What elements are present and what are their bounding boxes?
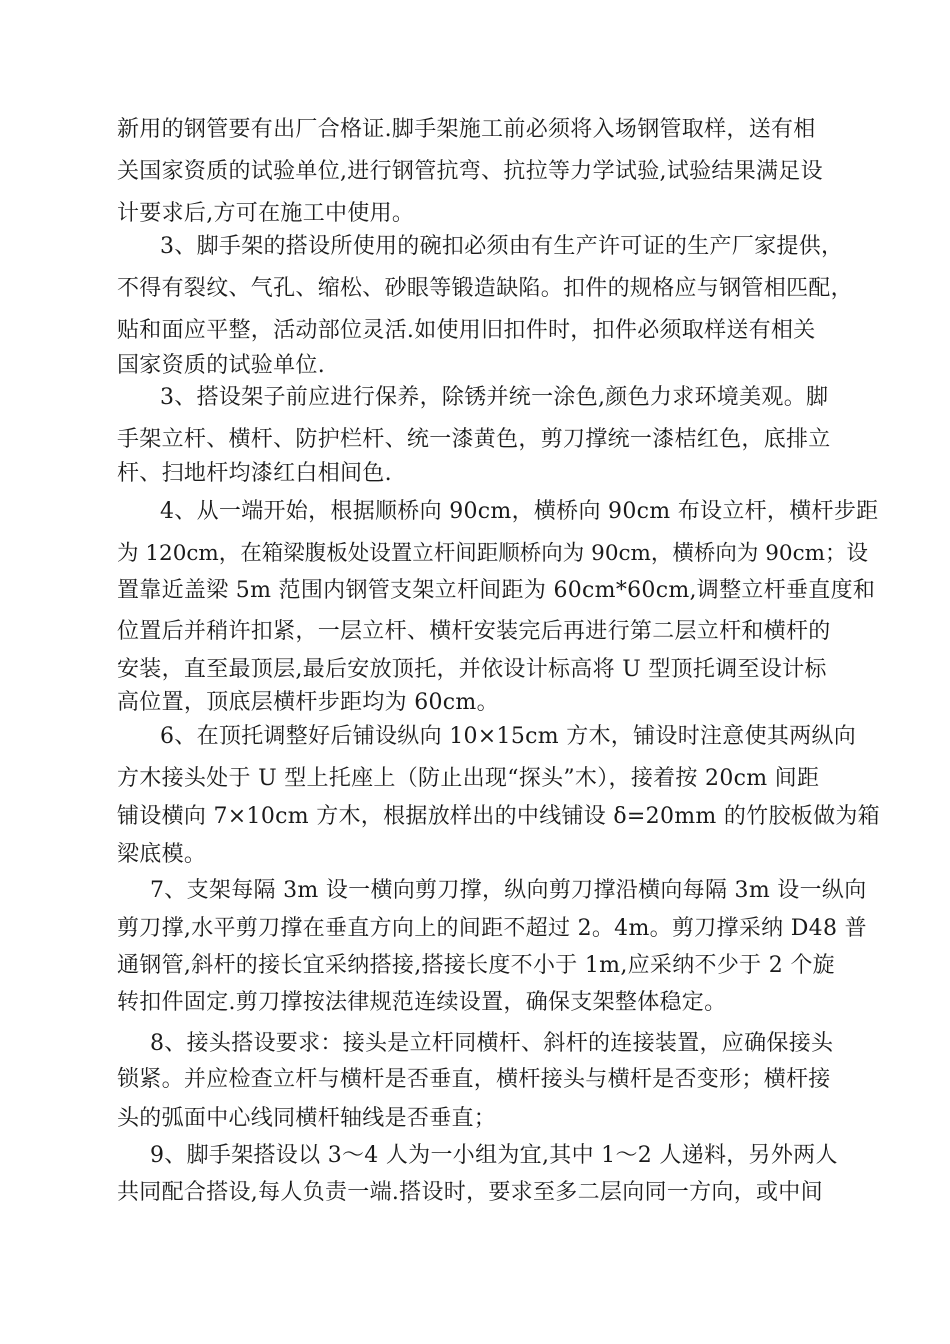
text-line: 8、接头搭设要求：接头是立杆同横杆、斜杆的连接装置，应确保接头	[150, 1031, 834, 1056]
text-line: 高位置，顶底层横杆步距均为 60cm。	[117, 690, 499, 715]
text-line: 转扣件固定.剪刀撑按法律规范连续设置，确保支架整体稳定。	[117, 990, 727, 1015]
text-line: 6、在顶托调整好后铺设纵向 10×15cm 方木，铺设时注意使其两纵向	[160, 724, 857, 749]
text-line: 铺设横向 7×10cm 方木，根据放样出的中线铺设 δ=20mm 的竹胶板做为箱	[117, 804, 880, 829]
text-line: 头的弧面中心线同横杆轴线是否垂直；	[117, 1106, 497, 1131]
text-line: 手架立杆、横杆、防护栏杆、统一漆黄色，剪刀撑统一漆桔红色，底排立	[117, 427, 831, 452]
text-line: 关国家资质的试验单位,进行钢管抗弯、抗拉等力学试验,试验结果满足设	[117, 159, 823, 184]
text-line: 为 120cm，在箱梁腹板处设置立杆间距顺桥向为 90cm，横桥向为 90cm；设	[117, 541, 869, 566]
text-line: 9、脚手架搭设以 3～4 人为一小组为宜,其中 1～2 人递料，另外两人	[150, 1143, 838, 1168]
text-line: 置靠近盖梁 5m 范围内钢管支架立杆间距为 60cm*60cm,调整立杆垂直度和	[117, 578, 876, 603]
text-line: 3、搭设架子前应进行保养，除锈并统一涂色,颜色力求环境美观。脚	[160, 385, 829, 410]
text-line: 杆、扫地杆均漆红白相间色.	[117, 461, 392, 486]
text-line: 剪刀撑,水平剪刀撑在垂直方向上的间距不超过 2。4m。剪刀撑采纳 D48 普	[117, 916, 867, 941]
text-line: 通钢管,斜杆的接长宜采纳搭接,搭接长度不小于 1m,应采纳不少于 2 个旋	[117, 953, 835, 978]
text-line: 新用的钢管要有出厂合格证.脚手架施工前必须将入场钢管取样，送有相	[117, 117, 816, 142]
text-line: 方木接头处于 U 型上托座上（防止出现“探头”木），接着按 20cm 间距	[117, 766, 820, 791]
text-line: 梁底模。	[117, 842, 207, 867]
text-line: 国家资质的试验单位.	[117, 353, 325, 378]
text-line: 贴和面应平整，活动部位灵活.如使用旧扣件时，扣件必须取样送有相关	[117, 318, 816, 343]
text-line: 安装，直至最顶层,最后安放顶托，并依设计标高将 U 型顶托调至设计标	[117, 657, 827, 682]
text-line: 共同配合搭设,每人负责一端.搭设时，要求至多二层向同一方向，或中间	[117, 1180, 823, 1205]
text-line: 3、脚手架的搭设所使用的碗扣必须由有生产许可证的生产厂家提供，	[160, 234, 844, 259]
text-line: 位置后并稍许扣紧，一层立杆、横杆安装完后再进行第二层立杆和横杆的	[117, 619, 831, 644]
text-line: 7、支架每隔 3m 设一横向剪刀撑，纵向剪刀撑沿横向每隔 3m 设一纵向	[150, 878, 867, 903]
text-line: 4、从一端开始，根据顺桥向 90cm，横桥向 90cm 布设立杆，横杆步距	[160, 499, 879, 524]
text-line: 锁紧。并应检查立杆与横杆是否垂直，横杆接头与横杆是否变形；横杆接	[117, 1067, 831, 1092]
text-line: 计要求后,方可在施工中使用。	[117, 201, 415, 226]
text-line: 不得有裂纹、气孔、缩松、砂眼等锻造缺陷。扣件的规格应与钢管相匹配，	[117, 276, 853, 301]
